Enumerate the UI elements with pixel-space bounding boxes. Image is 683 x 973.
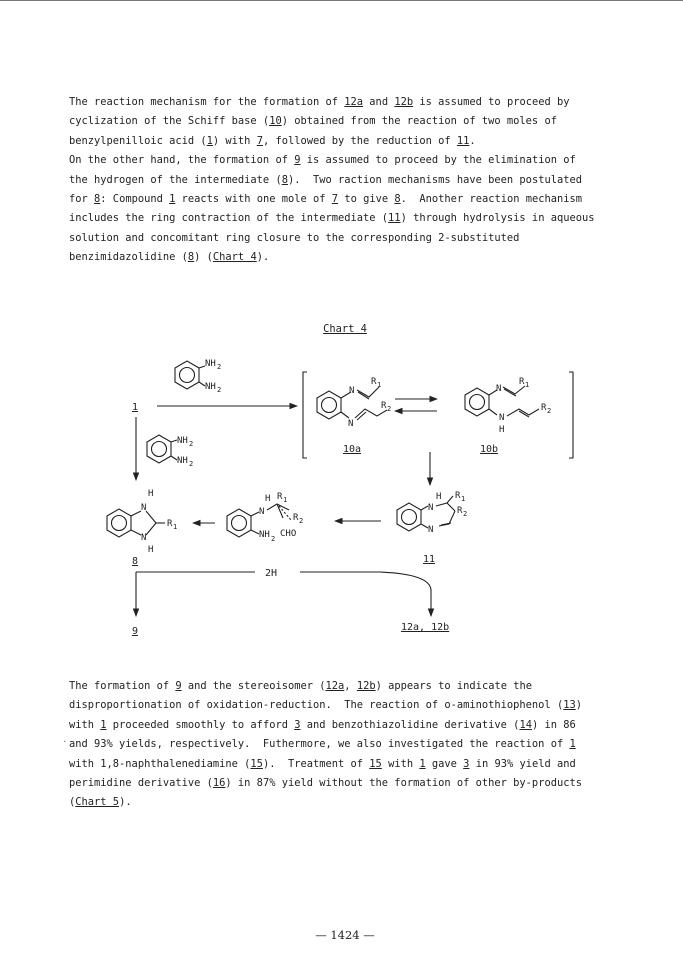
paragraph-reaction-mechanism [69, 93, 659, 268]
text-line: The formation of 9 and the stereoisomer (12a, 12b) appears to indicate the [69, 680, 532, 692]
svg-text:N: N [141, 503, 147, 513]
text-line: with 1 proceeded smoothly to afford 3 and benzothiazolidine derivative (14) in 86 [69, 718, 576, 731]
compound-ref: 9 [175, 680, 182, 692]
svg-text:R: R [455, 491, 461, 501]
compound-ref: 7 [331, 192, 339, 205]
text-line: solution and concomitant ring closure to the corresponding 2-substituted [69, 231, 520, 244]
svg-text:1: 1 [377, 381, 382, 389]
svg-text:2: 2 [387, 405, 392, 413]
svg-text:NH: NH [205, 382, 216, 392]
svg-text:R: R [167, 519, 173, 529]
compound-10a-label: 10a [343, 444, 362, 455]
svg-text:H: H [436, 492, 442, 502]
svg-text:2: 2 [547, 407, 552, 415]
svg-text:R: R [519, 377, 525, 387]
margin-mark: . [62, 735, 68, 745]
bracket-right [569, 372, 573, 458]
svg-text:R: R [541, 403, 547, 413]
svg-text:H: H [265, 494, 271, 504]
compound-ref: 8 [281, 173, 288, 186]
compound-ref: 8 [94, 192, 101, 205]
compound-ref: Chart 4 [212, 251, 257, 264]
compound-11-label: 11 [423, 554, 436, 565]
compound-12-label: 12a, 12b [401, 622, 450, 633]
text-line: The reaction mechanism for the formation of 12a and 12b is assumed to proceed by [69, 96, 570, 108]
page-number: — 1424 — [315, 928, 375, 942]
text-line: the hydrogen of the intermediate (8). Two raction mechanisms have been postulated [69, 173, 582, 186]
compound-ref: 1 [169, 192, 176, 205]
o-phenylenediamine-top [175, 361, 205, 389]
svg-text:CHO: CHO [280, 529, 297, 539]
compound-ref: 3 [294, 718, 301, 731]
svg-text:N: N [496, 384, 502, 394]
svg-text:H: H [499, 425, 505, 435]
svg-text:2: 2 [189, 460, 194, 468]
compound-ref: 8 [394, 192, 401, 205]
text-line: cyclization of the Schiff base (10) obtained from the reaction of two moles of [69, 115, 557, 128]
svg-text:R: R [371, 377, 377, 387]
compound-1-label: 1 [132, 402, 139, 413]
svg-text:1: 1 [461, 495, 466, 503]
compound-ref: 11 [456, 134, 470, 147]
svg-text:N: N [499, 413, 505, 423]
svg-text:N: N [259, 507, 265, 517]
svg-text:R: R [277, 492, 283, 502]
text-line: (Chart 5). [69, 796, 132, 809]
compound-ref: 1 [100, 718, 107, 731]
svg-text:1: 1 [173, 523, 178, 531]
svg-text:1: 1 [283, 496, 288, 504]
svg-text:2: 2 [271, 535, 276, 543]
text-line: for 8: Compound 1 reacts with one mole of 7 to give 8. Another reaction mechanism [69, 192, 583, 205]
svg-text:2: 2 [217, 386, 222, 394]
intermediate-11 [397, 496, 455, 531]
svg-text:NH: NH [259, 530, 270, 540]
compound-ref: 1 [419, 757, 426, 770]
compound-ref: 12a [325, 680, 345, 692]
compound-ref: 15 [369, 757, 382, 770]
compound-ref: 7 [256, 134, 263, 147]
compound-ref: 13 [563, 699, 576, 712]
text-line: perimidine derivative (16) in 87% yield without the formation of other by-products [69, 776, 582, 789]
compound-ref: Chart 5 [75, 796, 120, 809]
top-rule [0, 0, 683, 1]
compound-10b-label: 10b [480, 444, 499, 455]
svg-text:2: 2 [189, 440, 194, 448]
nh2-label: NH [205, 359, 216, 369]
compound-ref: 12b [394, 96, 414, 108]
svg-text:2: 2 [217, 363, 222, 371]
compound-ref: 11 [388, 212, 401, 225]
text-line: benzimidazolidine (8) (Chart 4). [69, 251, 270, 264]
svg-text:2: 2 [463, 510, 468, 518]
svg-text:1: 1 [525, 381, 530, 389]
text-line: benzylpenilloic acid (1) with 7, followed by the reduction of 11. [69, 134, 476, 147]
svg-text:N: N [348, 419, 354, 429]
svg-text:R: R [293, 513, 299, 523]
bracket-left [303, 372, 307, 458]
compound-ref: 3 [463, 757, 470, 770]
svg-text:R: R [457, 506, 463, 516]
benzimidazolidine-8 [107, 509, 165, 537]
compound-ref: 9 [294, 154, 301, 167]
svg-text:NH: NH [177, 456, 188, 466]
chart-title: Chart 4 [323, 323, 367, 335]
text-line: and 93% yields, respectively. Futhermore, we also investigated the reaction of 1 [69, 738, 576, 751]
compound-ref: 16 [212, 776, 226, 789]
compound-8-label: 8 [132, 556, 139, 567]
text-line: disproportionation of oxidation-reduction. The reaction of o-aminothiophenol (13) [69, 699, 582, 712]
text-line: with 1,8-naphthalenediamine (15). Treatment of 15 with 1 gave 3 in 93% yield and [69, 757, 576, 770]
compound-ref: 14 [519, 718, 532, 731]
text-line: On the other hand, the formation of 9 is assumed to proceed by the elimination of [69, 154, 576, 167]
svg-text:N: N [141, 533, 147, 543]
compound-9-label: 9 [132, 626, 139, 637]
reaction-scheme [95, 340, 595, 640]
compound-ref: 12a [344, 96, 364, 108]
svg-text:2: 2 [299, 517, 304, 525]
compound-ref: 15 [250, 757, 263, 770]
svg-text:N: N [349, 386, 355, 396]
svg-text:H: H [148, 489, 154, 499]
svg-text:H: H [148, 545, 154, 555]
compound-ref: 1 [206, 134, 213, 147]
paragraph-disproportionation [69, 677, 659, 813]
compound-ref: 12b [356, 680, 376, 692]
two-h-label: 2H [265, 568, 278, 579]
compound-ref: 10 [269, 115, 282, 128]
compound-ref: 8 [187, 251, 195, 264]
compound-ref: 1 [569, 738, 576, 751]
svg-text:NH: NH [177, 436, 188, 446]
svg-text:R: R [381, 401, 387, 411]
svg-text:N: N [428, 525, 434, 535]
o-phenylenediamine-side [147, 435, 177, 463]
text-line: includes the ring contraction of the intermediate (11) through hydrolysis in aqueous [69, 212, 595, 225]
svg-text:N: N [428, 503, 434, 513]
